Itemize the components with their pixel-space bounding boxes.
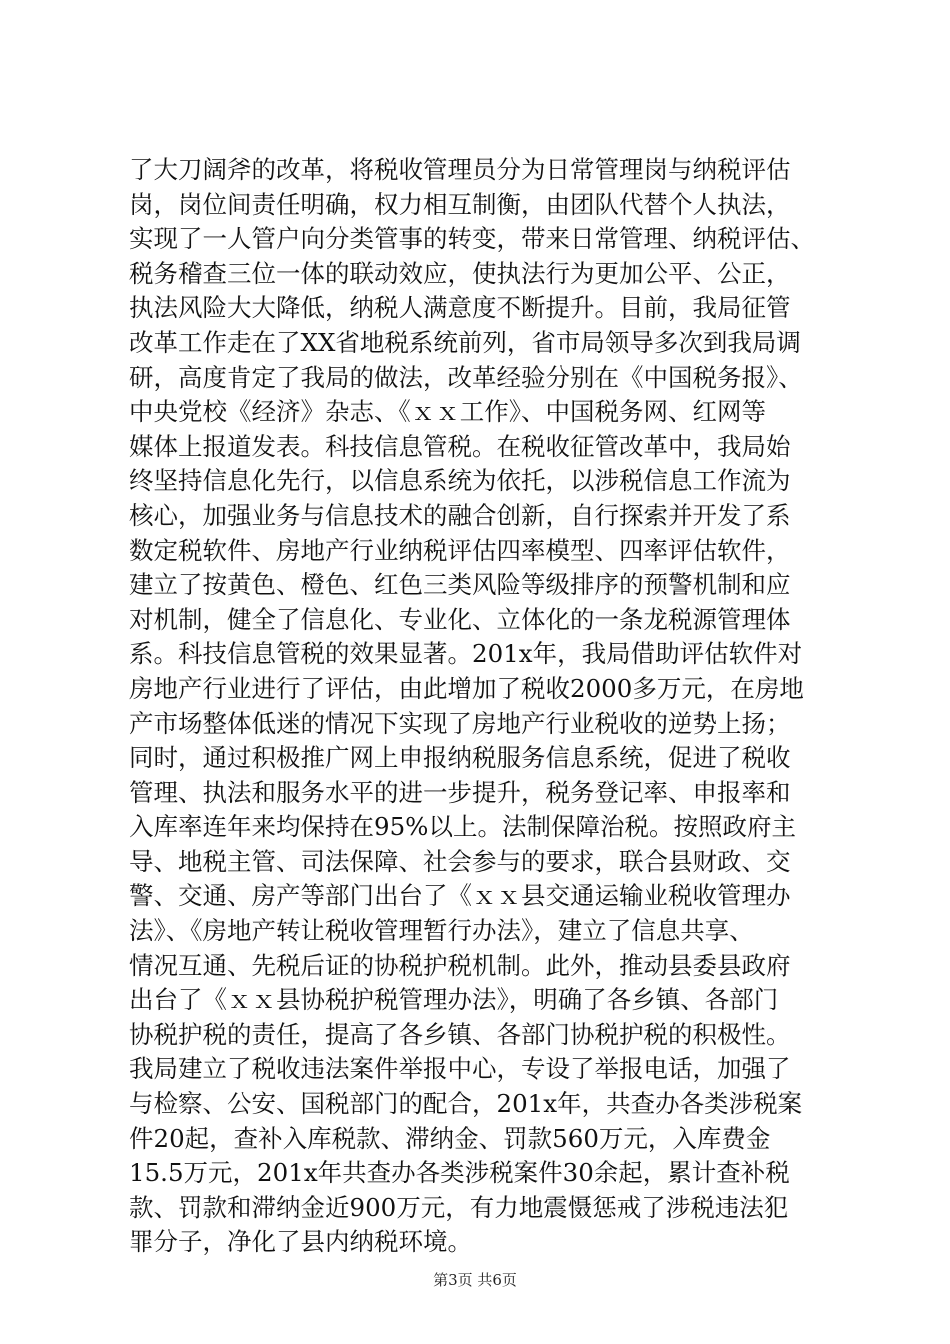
text-line: 出台了《ｘｘ县协税护税管理办法》，明确了各乡镇、各部门 (129, 985, 779, 1015)
text-line: 核心，加强业务与信息技术的融合创新，自行探索并开发了系 (129, 500, 791, 530)
text-line: 对机制，健全了信息化、专业化、立体化的一条龙税源管理体 (129, 604, 791, 634)
text-line: 数定税软件、房地产行业纳税评估四率模型、四率评估软件， (129, 535, 791, 565)
text-line: 15.5万元，201x年共查办各类涉税案件30余起，累计查补税 (129, 1158, 790, 1188)
text-line: 导、地税主管、司法保障、社会参与的要求，联合县财政、交 (129, 846, 791, 876)
body-text (129, 153, 859, 1260)
text-line: 法》、《房地产转让税收管理暂行办法》，建立了信息共享、 (129, 916, 754, 946)
text-line: 建立了按黄色、橙色、红色三类风险等级排序的预警机制和应 (129, 570, 791, 600)
text-line: 了大刀阔斧的改革，将税收管理员分为日常管理岗与纳税评估 (129, 155, 791, 184)
text-line: 情况互通、先税后证的协税护税机制。此外，推动县委县政府 (129, 950, 791, 980)
text-line: 我局建立了税收违法案件举报中心，专设了举报电话，加强了 (129, 1054, 791, 1084)
text-line: 款、罚款和滞纳金近900万元，有力地震慑惩戒了涉税违法犯 (129, 1192, 789, 1222)
text-line: 中央党校《经济》杂志、《ｘｘ工作》、中国税务网、红网等 (129, 397, 766, 427)
text-line: 管理、执法和服务水平的进一步提升，税务登记率、申报率和 (129, 777, 791, 807)
text-line: 税务稽查三位一体的联动效应，使执法行为更加公平、公正， (129, 258, 791, 288)
text-line: 实现了一人管户向分类管事的转变，带来日常管理、纳税评估、 (129, 224, 815, 254)
text-line: 件20起，查补入库税款、滞纳金、罚款560万元，入库费金 (129, 1123, 771, 1153)
text-line: 媒体上报道发表。科技信息管税。在税收征管改革中，我局始 (129, 431, 791, 461)
text-line: 执法风险大大降低，纳税人满意度不断提升。目前，我局征管 (129, 293, 791, 323)
text-line: 入库率连年来均保持在95%以上。法制保障治税。按照政府主 (129, 812, 796, 842)
text-line: 同时，通过积极推广网上申报纳税服务信息系统，促进了税收 (129, 743, 791, 773)
text-line: 房地产行业进行了评估，由此增加了税收2000多万元，在房地 (129, 673, 804, 703)
text-line: 岗，岗位间责任明确，权力相互制衡，由团队代替个人执法， (129, 189, 791, 219)
text-line: 终坚持信息化先行，以信息系统为依托，以涉税信息工作流为 (129, 466, 791, 496)
text-line: 系。科技信息管税的效果显著。201x年，我局借助评估软件对 (129, 639, 803, 669)
text-line: 与检察、公安、国税部门的配合，201x年，共查办各类涉税案 (129, 1089, 803, 1119)
page-footer: 第3页 共6页 (433, 1271, 517, 1289)
text-line: 研，高度肯定了我局的做法，改革经验分别在《中国税务报》、 (129, 362, 803, 392)
text-line: 警、交通、房产等部门出台了《ｘｘ县交通运输业税收管理办 (129, 881, 791, 911)
text-line: 罪分子，净化了县内纳税环境。 (129, 1227, 472, 1257)
text-line: 协税护税的责任，提高了各乡镇、各部门协税护税的积极性。 (129, 1019, 791, 1049)
text-line: 改革工作走在了XX省地税系统前列，省市局领导多次到我局调 (129, 327, 801, 357)
text-line: 产市场整体低迷的情况下实现了房地产行业税收的逆势上扬； (129, 708, 791, 738)
